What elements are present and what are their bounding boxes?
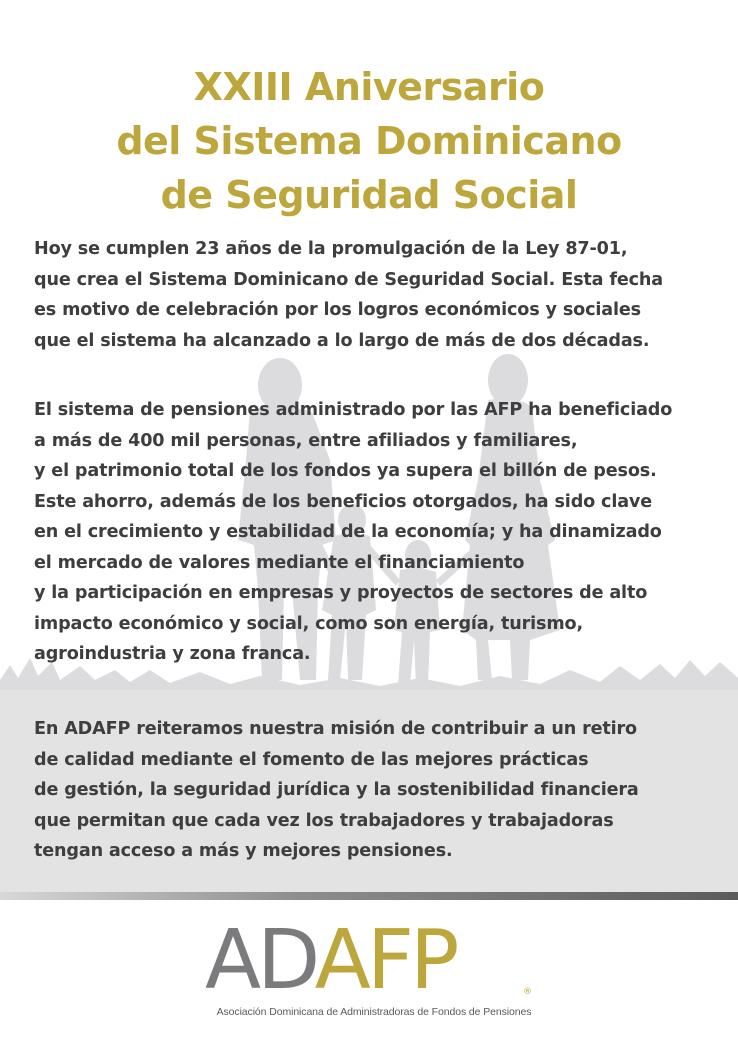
text-line: El sistema de pensiones administrado por las AFP ha beneficiado [34, 400, 673, 420]
headline [0, 60, 738, 222]
headline-line: XXIII Aniversario [193, 65, 545, 109]
paragraph-intro [34, 234, 714, 356]
headline-line: del Sistema Dominicano [116, 119, 622, 163]
paragraph-mission [34, 714, 714, 867]
logo-afp-text: AFP [314, 913, 456, 1008]
headline-line: de Seguridad Social [160, 173, 578, 217]
text-line: a más de 400 mil personas, entre afiliados y familiares, [34, 430, 578, 451]
text-line: Hoy se cumplen 23 años de la promulgación de la Ley 87-01, [34, 239, 628, 259]
text-line: agroindustria y zona franca. [34, 644, 311, 664]
logo-ad-text: AD [205, 913, 315, 1008]
text-line: impacto económico y social, como son energía, turismo, [34, 613, 584, 634]
text-line: que el sistema ha alcanzado a lo largo de más de dos décadas. [34, 330, 650, 351]
logo-tagline: Asociación Dominicana de Administradoras de Fondos de Pensiones [216, 1006, 532, 1018]
text-line: de gestión, la seguridad jurídica y la sostenibilidad financiera [34, 780, 639, 800]
text-line: y la participación en empresas y proyectos de sectores de alto [34, 583, 648, 603]
text-line: en el crecimiento y estabilidad de la economía; y ha dinamizado [34, 522, 662, 542]
text-line: que crea el Sistema Dominicano de Seguridad Social. Esta fecha [34, 269, 664, 290]
text-line: tengan acceso a más y mejores pensiones. [34, 841, 453, 861]
text-line: que permitan que cada vez los trabajadores y trabajadoras [34, 810, 614, 831]
divider [0, 892, 738, 900]
text-line: y el patrimonio total de los fondos ya supera el billón de pesos. [34, 461, 657, 481]
registered-mark: ® [523, 987, 532, 997]
logo-wordmark [205, 913, 456, 1008]
text-line: Este ahorro, además de los beneficios otorgados, ha sido clave [34, 491, 653, 512]
text-line: En ADAFP reiteramos nuestra misión de contribuir a un retiro [34, 719, 637, 739]
adafp-logo [205, 913, 535, 1008]
text-line: el mercado de valores mediante el financiamiento [34, 552, 525, 573]
text-line: de calidad mediante el fomento de las mejores prácticas [34, 749, 589, 770]
paragraph-pension-system [34, 395, 714, 670]
text-line: es motivo de celebración por los logros económicos y sociales [34, 300, 641, 320]
